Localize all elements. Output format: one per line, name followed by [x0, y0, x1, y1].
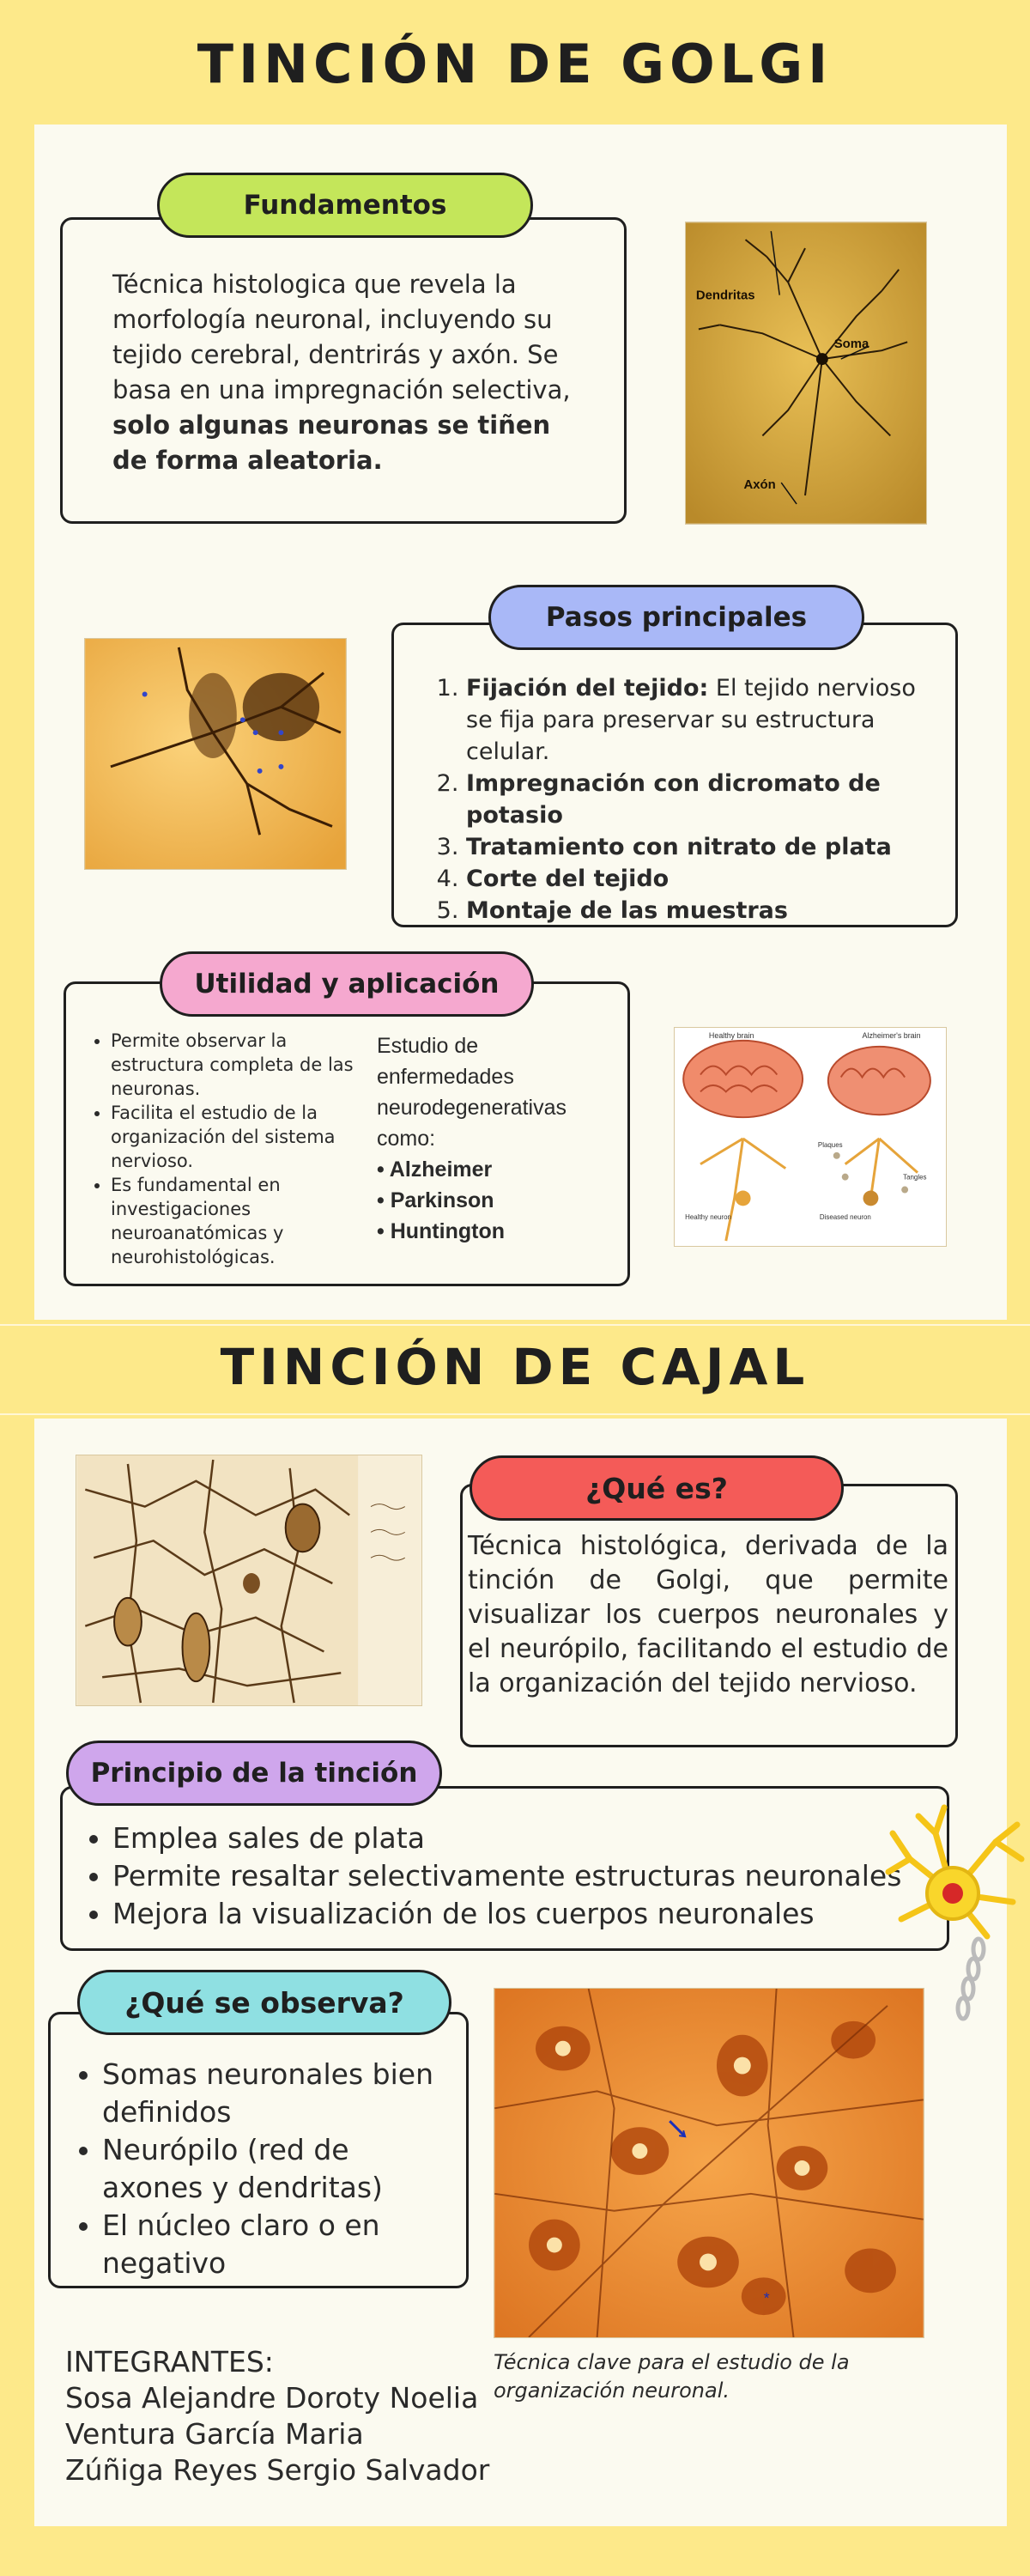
cajal-drawing-illustration [76, 1455, 421, 1705]
golgi-neuron-photo [685, 222, 927, 525]
observa-item: • El núcleo claro o en negativo [102, 2207, 447, 2282]
golgi-title: TINCIÓN DE GOLGI [197, 33, 833, 95]
label-plaques: Plaques [817, 1140, 843, 1149]
label-dendritas: Dendritas [695, 289, 755, 303]
observa-item: • Somas neuronales bien definidos [102, 2056, 447, 2131]
cajal-title: TINCIÓN DE CAJAL [220, 1338, 810, 1396]
utilidad-item: • Permite observar la estructura completa de las neuronas. [111, 1029, 361, 1101]
principio-item: • Permite resaltar selectivamente estructuras neuronales [112, 1857, 940, 1895]
cajal-stain-illustration [494, 1989, 924, 2337]
label-diseased-neuron: Diseased neuron [819, 1213, 871, 1222]
pasos-item-bold: Montaje de las muestras [466, 897, 788, 924]
utilidad-pill: Utilidad y aplicación [160, 951, 534, 1017]
pasos-item-rest: El tejido nervioso se fija para preservar su estructura celular. [466, 675, 916, 765]
cajal-caption: Técnica clave para el estudio de la organización neuronal. [494, 2350, 850, 2403]
label-tangles: Tangles [903, 1173, 927, 1182]
que-es-box [460, 1484, 958, 1747]
pasos-item [466, 863, 936, 895]
disease-label: Alzheimer [389, 1157, 493, 1182]
pasos-item [466, 768, 936, 831]
label-axon: Axón [743, 478, 776, 493]
pasos-item-bold: Corte del tejido [466, 866, 670, 892]
pasos-list [430, 672, 936, 927]
disease-item: • Huntington [377, 1219, 505, 1243]
golgi-neuron-illustration [686, 222, 926, 524]
observa-item: • Neurópilo (red de axones y dendritas) [102, 2131, 447, 2207]
fundamentos-text [112, 267, 593, 478]
principio-box [60, 1786, 949, 1951]
cajal-drawing-photo [76, 1455, 422, 1706]
pasos-item [466, 831, 936, 863]
principio-item: • Emplea sales de plata [112, 1820, 940, 1857]
brain-comparison-illustration [675, 1028, 946, 1246]
pasos-item-bold: Fijación del tejido: [466, 675, 709, 702]
label-soma: Soma [833, 337, 869, 352]
utilidad-box [64, 981, 630, 1286]
integrantes-heading: INTEGRANTES: [65, 2345, 274, 2379]
integrantes-block [65, 2344, 494, 2488]
golgi-stain-illustration [85, 639, 346, 869]
fundamentos-text-plain: Técnica histologica que revela la morfología neuronal, incluyendo su tejido cerebral, dentrirás y axón. Se basa en una impregnación selectiva, [112, 270, 571, 404]
pasos-box [391, 623, 958, 927]
golgi-stain-photo [84, 638, 347, 870]
pasos-pill: Pasos principales [488, 585, 864, 650]
disease-item: • Alzheimer [377, 1157, 493, 1182]
utilidad-intro: Estudio de enfermedades neurodegenerativas como: [377, 1034, 566, 1151]
disease-label: Parkinson [390, 1188, 494, 1212]
principio-item: • Mejora la visualización de los cuerpos neuronales [112, 1895, 940, 1933]
integrante-name: Sosa Alejandre Doroty Noelia [65, 2381, 479, 2415]
utilidad-item: • Facilita el estudio de la organización del sistema nervioso. [111, 1101, 361, 1173]
label-healthy-brain: Healthy brain [708, 1030, 754, 1040]
observa-pill: ¿Qué se observa? [77, 1970, 451, 2035]
principio-pill: Principio de la tinción [66, 1741, 442, 1806]
disease-item: • Parkinson [377, 1188, 494, 1212]
principio-list [73, 1820, 940, 1933]
fundamentos-pill: Fundamentos [157, 173, 533, 238]
observa-list [61, 2056, 447, 2282]
integrante-name: Ventura García Maria [65, 2417, 364, 2451]
pasos-item [466, 672, 936, 768]
disease-label: Huntington [390, 1219, 505, 1243]
integrante-name: Zúñiga Reyes Sergio Salvador [65, 2453, 490, 2487]
utilidad-enfermedades [377, 1030, 609, 1247]
utilidad-item: • Es fundamental en investigaciones neuroanatómicas y neurohistológicas. [111, 1173, 361, 1269]
que-es-pill: ¿Qué es? [470, 1455, 844, 1521]
utilidad-list [78, 1029, 361, 1269]
pasos-item-bold: Impregnación con dicromato de potasio [466, 770, 881, 829]
label-alzheimers-brain: Alzheimer's brain [862, 1030, 921, 1040]
brain-comparison-photo [674, 1027, 947, 1247]
fundamentos-text-bold: solo algunas neuronas se tiñen de forma aleatoria. [112, 410, 551, 475]
pasos-item-bold: Tratamiento con nitrato de plata [466, 834, 892, 860]
pasos-item [466, 895, 936, 927]
cajal-stain-photo [494, 1988, 924, 2338]
que-es-text: Técnica histológica, derivada de la tinción de Golgi, que permite visualizar los cuerpos neuronales y el neurópilo, facilitando el estudio de la organización del tejido nervioso. [468, 1531, 948, 1698]
observa-box [48, 2012, 469, 2288]
svg-text:*: * [763, 2289, 770, 2307]
fundamentos-box [60, 217, 627, 524]
label-healthy-neuron: Healthy neuron [685, 1213, 731, 1222]
